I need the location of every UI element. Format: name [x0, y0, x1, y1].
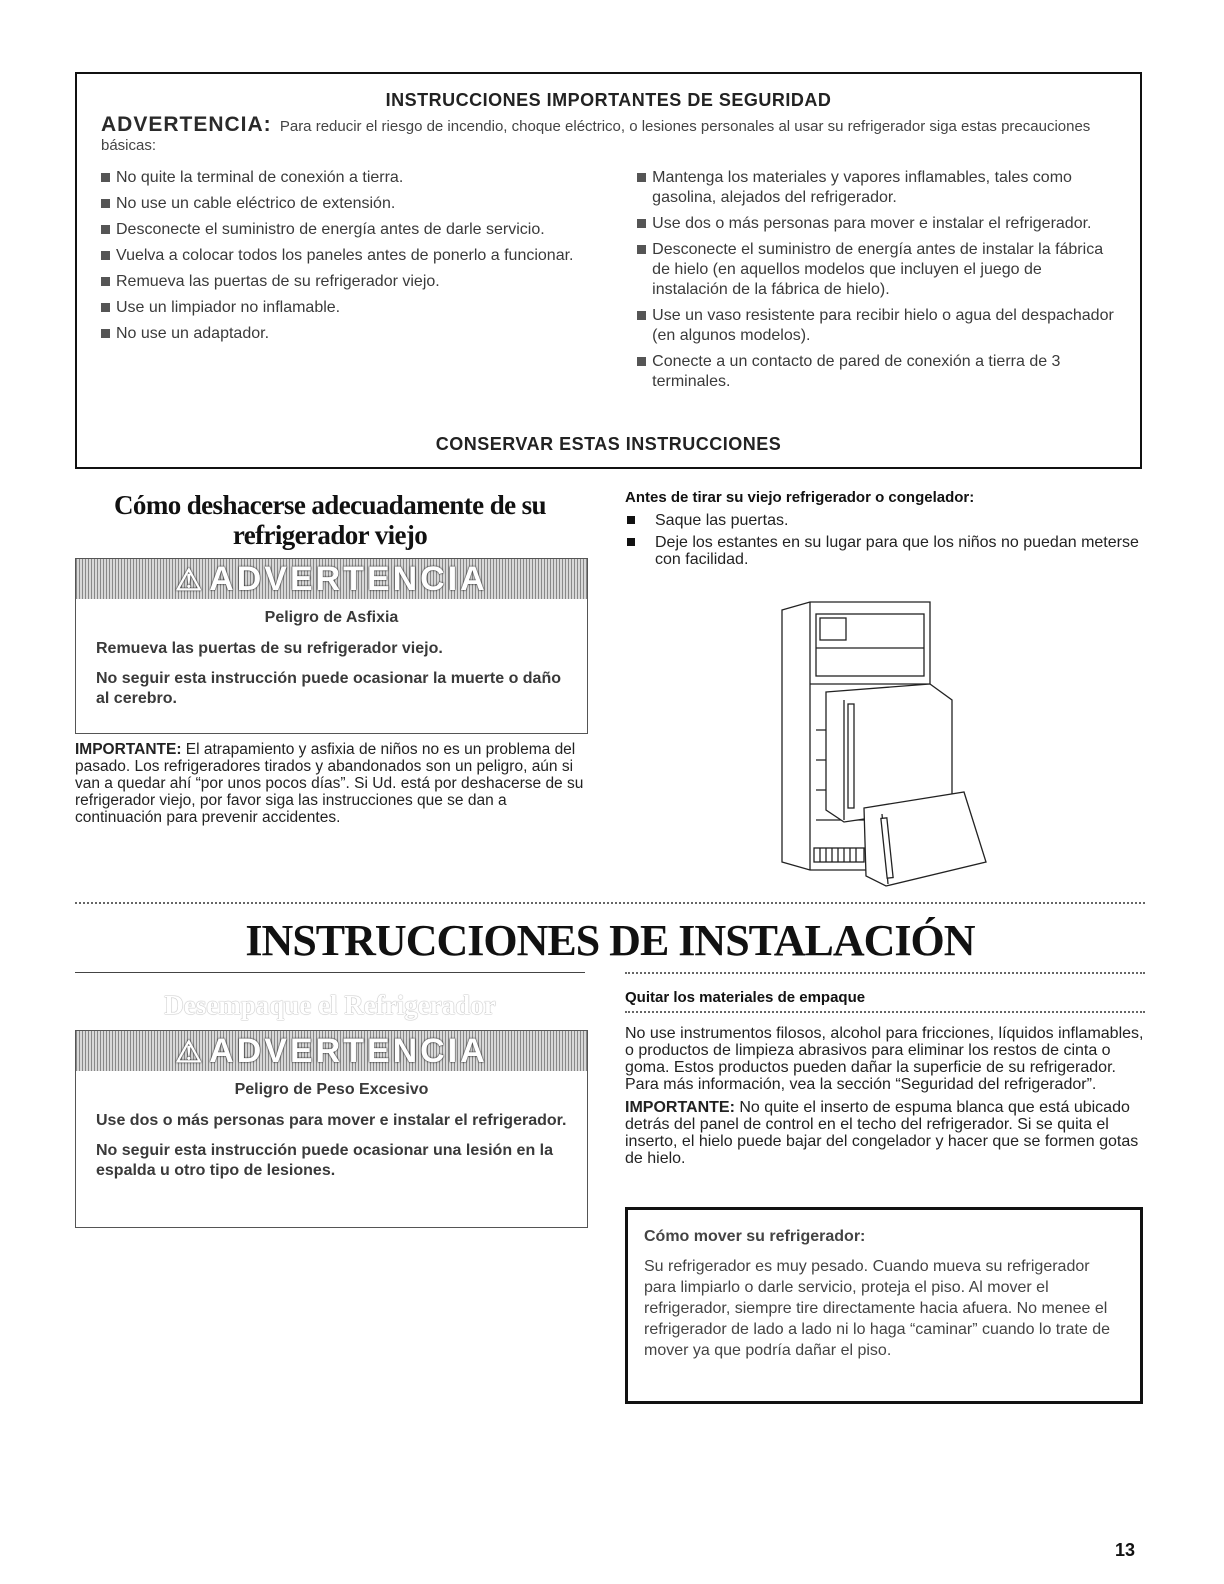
square-bullet-icon: [101, 303, 110, 312]
safety-title: INSTRUCCIONES IMPORTANTES DE SEGURIDAD: [385, 90, 832, 110]
warning-label: ADVERTENCIA:: [101, 113, 272, 136]
right-column-rule-bottom: [625, 1011, 1145, 1014]
before-disposal-section: [625, 489, 1145, 573]
excess-weight-warning-box: [75, 1030, 588, 1228]
square-bullet-icon: [101, 277, 110, 286]
important-label: IMPORTANTE:: [75, 741, 182, 758]
warning-line: No seguir esta instrucción puede ocasionar una lesión en la espalda u otro tipo de lesiones.: [96, 1142, 554, 1179]
list-item: Use un vaso resistente para recibir hielo o agua del despachador (en algunos modelos).: [637, 306, 1116, 346]
square-bullet-icon: [101, 199, 110, 208]
list-item: No use un cable eléctrico de extensión.: [101, 194, 623, 214]
list-item: Desconecte el suministro de energía antes de instalar la fábrica de hielo (en aquellos modelos que incluyen el juego de instalación de la fábrica de hielo).: [637, 240, 1116, 300]
safety-list-left: [101, 168, 623, 398]
installation-heading: INSTRUCCIONES DE INSTALACIÓN: [245, 916, 975, 965]
section-divider: [75, 902, 1145, 905]
list-item: No quite la terminal de conexión a tierra.: [101, 168, 623, 188]
warning-banner: [76, 1031, 587, 1071]
safety-intro-text: Para reducir el riesgo de incendio, choque eléctrico, o lesiones personales al usar su refrigerador siga estas precauciones básicas:: [101, 118, 1091, 154]
disposal-heading-line2: refrigerador viejo: [232, 520, 428, 550]
square-bullet-icon: [101, 251, 110, 260]
before-disposal-title: Antes de tirar su viejo refrigerador o congelador:: [625, 489, 975, 506]
safety-list-right: [623, 168, 1116, 398]
fridge-doors-removed-illustration: [780, 600, 990, 890]
list-item: Saque las puertas.: [625, 512, 1145, 529]
page-number: 13: [1115, 1540, 1136, 1560]
warning-banner-text: ADVERTENCIA: [209, 560, 488, 598]
list-item: Remueva las puertas de su refrigerador viejo.: [101, 272, 623, 292]
list-item: Mantenga los materiales y vapores inflamables, tales como gasolina, alejados del refrigerador.: [637, 168, 1116, 208]
asphyxia-warning-box: [75, 558, 588, 734]
list-item: Conecte a un contacto de pared de conexión a tierra de 3 terminales.: [637, 352, 1116, 392]
unpack-heading: Desempaque el Refrigerador: [164, 990, 496, 1020]
square-bullet-icon: [637, 311, 646, 320]
warning-title: Peligro de Peso Excesivo: [234, 1081, 429, 1098]
disposal-heading-line1: Cómo deshacerse adecuadamente de su: [114, 490, 546, 520]
square-bullet-icon: [637, 245, 646, 254]
list-item: Desconecte el suministro de energía antes de darle servicio.: [101, 220, 623, 240]
safety-instructions-box: [75, 72, 1142, 469]
square-bullet-icon: [627, 538, 635, 546]
list-item: Use dos o más personas para mover e instalar el refrigerador.: [637, 214, 1116, 234]
square-bullet-icon: [637, 357, 646, 366]
list-item: Use un limpiador no inflamable.: [101, 298, 623, 318]
alert-triangle-icon: ⚠: [175, 564, 206, 597]
remove-packaging-title: Quitar los materiales de empaque: [625, 989, 866, 1006]
square-bullet-icon: [101, 173, 110, 182]
square-bullet-icon: [637, 173, 646, 182]
important-label: IMPORTANTE:: [625, 1099, 735, 1116]
list-item: Vuelva a colocar todos los paneles antes de ponerlo a funcionar.: [101, 246, 623, 266]
remove-paragraph: No use instrumentos filosos, alcohol para fricciones, líquidos inflamables, o productos de limpieza abrasivos para eliminar los restos de cinta o goma. Estos productos pueden dañar la superficie de su refrigerador. Para más información, vea la sección “Seguridad del refrigerador”.: [625, 1025, 1144, 1093]
list-item: No use un adaptador.: [101, 324, 623, 344]
alert-triangle-icon: ⚠: [175, 1036, 206, 1069]
list-item: Deje los estantes en su lugar para que los niños no puedan meterse con facilidad.: [625, 534, 1145, 568]
disposal-important-note: [75, 741, 585, 826]
square-bullet-icon: [101, 329, 110, 338]
warning-title: Peligro de Asfixia: [264, 609, 399, 626]
safety-intro: [101, 115, 1116, 155]
square-bullet-icon: [101, 225, 110, 234]
remove-paragraph: IMPORTANTE: No quite el inserto de espuma blanca que está ubicado detrás del panel de control en el techo del refrigerador. Si se quita el inserto, el hielo puede bajar del congelador y hacer que se formen gotas de hielo.: [625, 1099, 1139, 1167]
move-box-body: Su refrigerador es muy pesado. Cuando mueva su refrigerador para limpiarlo o darle servicio, proteja el piso. Al mover el refrigerador, siempre tire directamente hacia afuera. No menee el refrigerador de lado a lado ni lo haga “caminar” cuando lo trate de mover ya que podría dañar el piso.: [644, 1258, 1111, 1359]
warning-line: No seguir esta instrucción puede ocasionar la muerte o daño al cerebro.: [96, 670, 561, 707]
important-text: El atrapamiento y asfixia de niños no es un problema del pasado. Los refrigeradores tirados y abandonados son un peligro, aún si van a quedar ahí “por unos pocos días”. Si Ud. está por deshacerse de su refrigerador viejo, por favor siga las instrucciones que se dan a continuación para prevenir accidentes.: [75, 741, 584, 826]
remove-packaging-body: [625, 1025, 1145, 1173]
safety-footer: CONSERVAR ESTAS INSTRUCCIONES: [435, 434, 782, 454]
moving-refrigerator-box: [625, 1207, 1143, 1404]
warning-banner: [76, 559, 587, 599]
safety-columns: [101, 168, 1116, 398]
square-bullet-icon: [637, 219, 646, 228]
warning-line: Remueva las puertas de su refrigerador viejo.: [96, 640, 443, 657]
warning-line: Use dos o más personas para mover e instalar el refrigerador.: [96, 1112, 567, 1129]
left-column-rule: [75, 972, 585, 973]
right-column-rule-top: [625, 972, 1145, 975]
disposal-heading: [75, 490, 585, 550]
move-box-title: Cómo mover su refrigerador:: [644, 1228, 866, 1245]
warning-banner-text: ADVERTENCIA: [209, 1032, 488, 1070]
square-bullet-icon: [627, 516, 635, 524]
